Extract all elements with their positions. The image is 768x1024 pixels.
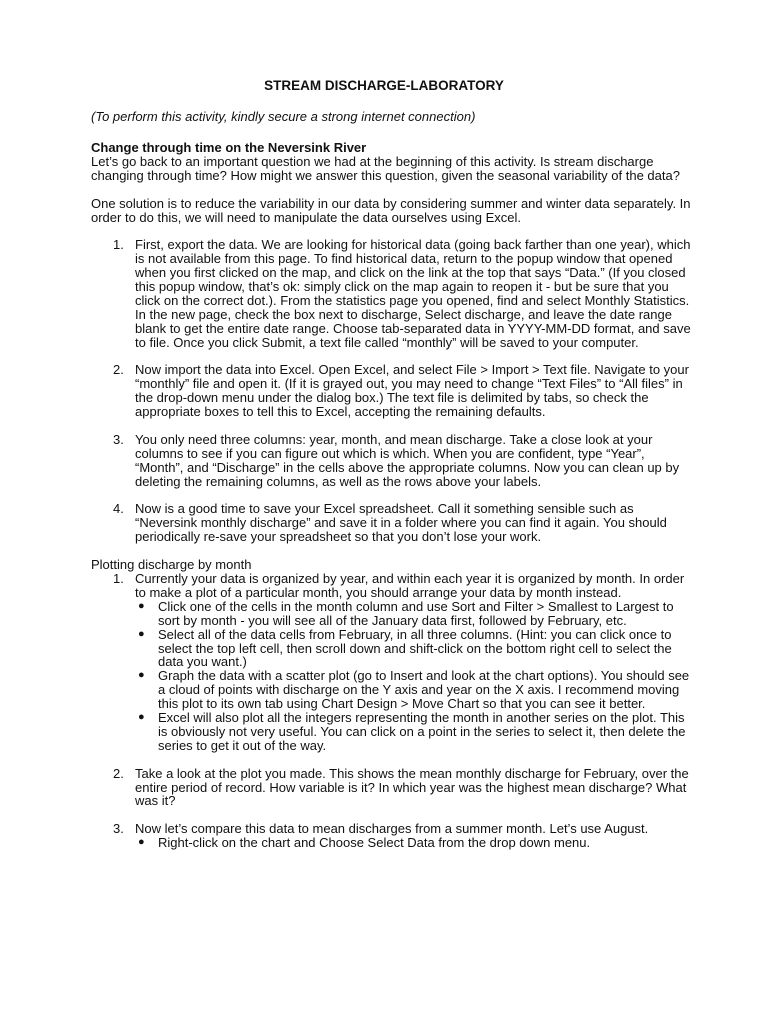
bullet-icon: ●: [138, 836, 145, 849]
numbered-list: [91, 572, 691, 850]
list-item: [91, 822, 691, 850]
list-item-text: Currently your data is organized by year, and within each year it is organized by month. In order to make a plot of a particular month, you should arrange your data by month instead.: [135, 571, 685, 600]
list-number: 1.: [113, 571, 124, 586]
list-number: 3.: [113, 431, 124, 447]
bullet-icon: ●: [138, 599, 145, 612]
list-number: 3.: [113, 821, 124, 837]
list-number: 1.: [113, 237, 124, 253]
section-heading: Plotting discharge by month: [91, 557, 252, 573]
bullet-text: Click one of the cells in the month column and use Sort and Filter > Smallest to Largest to sort by month - you will see all of the January data first, followed by February, etc.: [158, 598, 674, 628]
list-item-text: Now let’s compare this data to mean discharges from a summer month. Let’s use August.: [135, 821, 649, 837]
bullet-text: Graph the data with a scatter plot (go to Insert and look at the chart options). You should see a cloud of points with discharge on the Y axis and year on the X axis. I recommend moving this plot to its own tab using Chart Design > Move Chart so that you can see it better.: [158, 668, 690, 712]
bullet-icon: ●: [138, 669, 145, 682]
bullet-icon: ●: [138, 711, 145, 724]
bullet-list: [135, 600, 691, 753]
list-item: [91, 767, 691, 809]
bullet-item: [135, 669, 691, 711]
section-heading: Change through time on the Neversink River: [91, 140, 367, 155]
paragraph: Let’s go back to an important question we had at the beginning of this activity. Is stream discharge changing through time? How might we answer this question, given the seasonal variability of the data?: [91, 153, 680, 183]
list-item-text: First, export the data. We are looking for historical data (going back farther than one year), which is not available from this page. To find historical data, return to the popup window that opened when you first clicked on the map, and click on the link at the top that says “Data.” (If you closed this popup window, that’s ok: simply click on the map again to reopen it - but be sure that you click on the correct dot.). From the statistics page you opened, find and select Monthly Statistics. In the new page, check the box next to discharge, Select discharge, and leave the date range blank to get the entire date range. Choose tab-separated data in YYYY-MM-DD format, and save to file. Once you click Submit, a text file called “monthly” will be saved to your computer.: [135, 237, 691, 350]
list-item: [91, 572, 691, 753]
document-body: [91, 141, 691, 850]
list-item: [91, 433, 691, 489]
list-item-text: Take a look at the plot you made. This shows the mean monthly discharge for February, over the entire period of record. How variable is it? In which year was the highest mean discharge? What was it?: [135, 765, 689, 809]
list-item-text: Now is a good time to save your Excel spreadsheet. Call it something sensible such as “Neversink monthly discharge” and save it in a folder where you can find it again. You should periodically re-save your spreadsheet so that you don’t lose your work.: [135, 501, 667, 545]
bullet-item: [135, 836, 691, 850]
bullet-item: [135, 628, 691, 670]
bullet-icon: ●: [138, 627, 145, 640]
bullet-text: Excel will also plot all the integers representing the month in another series on the plot. This is obviously not very useful. You can click on a point in the series to select it, then delete the series to get it out of the way.: [158, 710, 686, 753]
bullet-item: [135, 711, 691, 753]
list-number: 2.: [113, 765, 124, 781]
bullet-text: Select all of the data cells from February, in all three columns. (Hint: you can click once to select the top left cell, then scroll down and shift-click on the bottom right cell to select the data you want.): [158, 626, 672, 670]
list-item: [91, 363, 691, 419]
document-title: STREAM DISCHARGE-LABORATORY: [264, 78, 504, 93]
list-item: [91, 502, 691, 544]
list-number: 2.: [113, 362, 124, 378]
bullet-item: [135, 600, 691, 628]
list-item-text: Now import the data into Excel. Open Excel, and select File > Import > Text file. Navigate to your “monthly” file and open it. (If it is grayed out, you may need to change “Text Files” to “All files” in the drop-down menu under the dialog box.) The text file is delimited by tabs, so check the appropriate boxes to tell this to Excel, accepting the remaining defaults.: [135, 362, 689, 420]
list-number: 4.: [113, 501, 124, 517]
list-item: [91, 238, 691, 349]
bullet-text: Right-click on the chart and Choose Select Data from the drop down menu.: [158, 835, 591, 851]
bullet-list: [135, 836, 691, 850]
list-item-text: You only need three columns: year, month, and mean discharge. Take a close look at your columns to see if you can figure out which is which. When you are confident, type “Year”, “Month”, and “Discharge” in the cells above the appropriate columns. Now you can clean up by deleting the remaining columns, as well as the rows above your labels.: [135, 431, 680, 489]
document-subtitle: (To perform this activity, kindly secure a strong internet connection): [91, 109, 476, 124]
paragraph: One solution is to reduce the variability in our data by considering summer and winter data separately. In order to do this, we will need to manipulate the data ourselves using Excel.: [91, 195, 691, 225]
numbered-list: [91, 238, 691, 544]
